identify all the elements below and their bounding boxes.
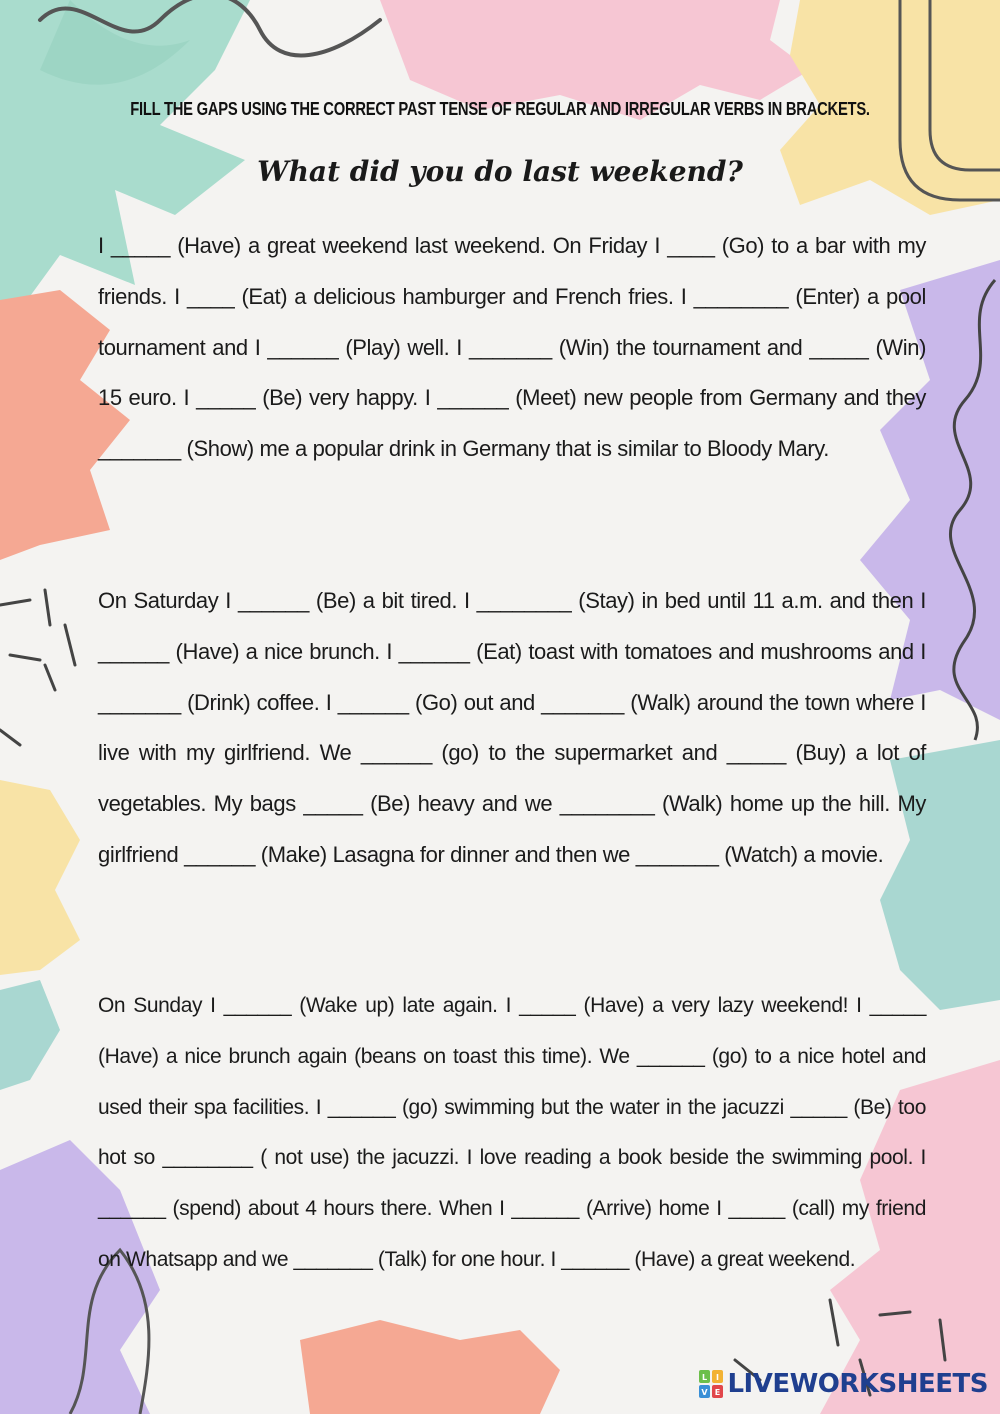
- coral-blob-shape: [300, 1320, 560, 1414]
- paragraph-friday: I _____ (Have) a great weekend last weekend. On Friday I ____ (Go) to a bar with my friends. I ____ (Eat) a delicious hamburger and French fries. I ________ (Enter) a pool tournament and I ______ (Play) well. I _______ (Win) the tournament and _____ (Win) 15 euro. I _____ (Be) very happy. I ______ (Meet) new people from Germany and they _______ (Show) me a popular drink in Germany that is similar to Bloody Mary.: [98, 233, 926, 462]
- logo-mark-letter: E: [715, 1388, 721, 1397]
- liveworksheets-logo-icon: [699, 1370, 723, 1398]
- paragraph-saturday: On Saturday I ______ (Be) a bit tired. I ________ (Stay) in bed until 11 a.m. and then I ______ (Have) a nice brunch. I ______ (Eat) toast with tomatoes and mushrooms and I _______ (Drink) coffee. I ______ (Go) out and _______ (Walk) around the town where I live with my girlfriend. We ______ (go) to the supermarket and _____ (Buy) a lot of vegetables. My bags _____ (Be) heavy and we ________ (Walk) home up the hill. My girlfriend ______ (Make) Lasagna for dinner and then we _______ (Watch) a movie.: [98, 588, 926, 867]
- dash-marks: [0, 590, 75, 745]
- liveworksheets-logo-text: LIVEWORKSHEETS: [727, 1369, 988, 1399]
- logo-mark-letter: V: [701, 1388, 709, 1397]
- paragraph-sunday: On Sunday I ______ (Wake up) late again. I _____ (Have) a very lazy weekend! I _____ (Have) a nice brunch again (beans on toast this time). We ______ (go) to a nice hotel and used their spa facilities. I ______ (go) swimming but the water in the jacuzzi _____ (Be) too hot so ________ ( not use) the jacuzzi. I love reading a book beside the swimming pool. I ______ (spend) about 4 hours there. When I ______ (Arrive) home I _____ (call) my friend on Whatsapp and we _______ (Talk) for one hour. I ______ (Have) a great weekend.: [98, 994, 926, 1271]
- instruction-text: FILL THE GAPS USING THE CORRECT PAST TENSE OF REGULAR AND IRREGULAR VERBS IN BRACKETS.: [130, 99, 870, 119]
- yellow-blob-shape: [0, 780, 80, 975]
- logo-mark-letter: I: [716, 1373, 720, 1382]
- teal-blob-shape: [0, 980, 60, 1090]
- logo-mark-letter: L: [702, 1373, 708, 1382]
- worksheet-title: What did you do last weekend?: [257, 155, 743, 188]
- liveworksheets-logo[interactable]: [699, 1366, 988, 1402]
